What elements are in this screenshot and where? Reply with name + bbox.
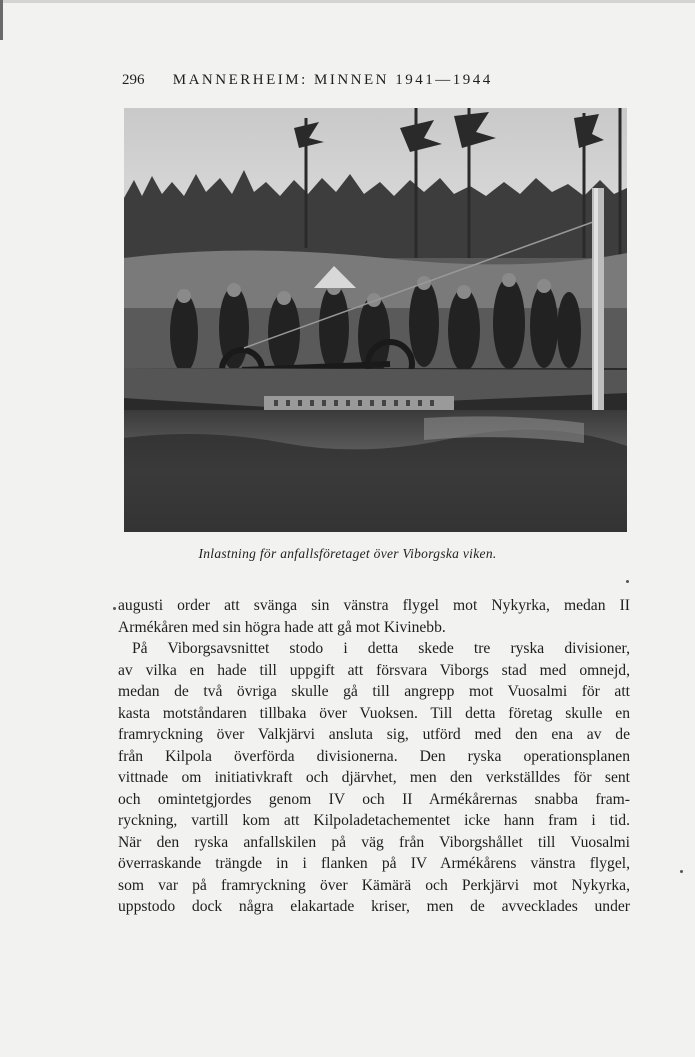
text-line: vittnade om initiativkraft och djärvhet, men den verkställdes för sent bbox=[118, 769, 630, 786]
text-line: augusti order att svänga sin vänstra flygel mot Nykyrka, medan II bbox=[118, 597, 630, 614]
text-line: som var på framryckning över Kämärä och Perkjärvi mot Nykyrka, bbox=[118, 876, 630, 894]
page-number: 296 bbox=[122, 72, 145, 88]
running-head bbox=[122, 72, 602, 89]
body-text bbox=[118, 595, 630, 918]
text-line: kasta motståndaren tillbaka över Vuoksen. Till detta företag skulle en bbox=[118, 704, 630, 722]
text-line: av vilka en hade till uppgift att försvara Viborgs stad med omnejd, bbox=[118, 661, 630, 679]
figure-caption: Inlastning för anfallsföretaget över Viborgska viken. bbox=[198, 546, 497, 561]
page-edge bbox=[0, 0, 695, 3]
text-line: Armékåren med sin högra hade att gå mot Kivinebb. bbox=[118, 618, 446, 636]
text-line: och omintetgjordes genom IV och II Armékårernas snabba fram- bbox=[118, 790, 630, 808]
text-line: medan de två övriga skulle gå till angrepp mot Vuosalmi för att bbox=[118, 683, 630, 700]
page-edge-left bbox=[0, 0, 3, 40]
text-line: ryckning, vartill kom att Kilpoladetachementet icke hann fram i tid. bbox=[118, 812, 630, 829]
speck bbox=[113, 607, 116, 610]
text-line: överraskande trängde in i flanken på IV Armékårens vänstra flygel, bbox=[118, 855, 630, 872]
text-line: På Viborgsavsnittet stodo i detta skede tre ryska divisioner, bbox=[132, 640, 630, 657]
speck bbox=[680, 870, 683, 873]
text-line: framryckning över Valkjärvi ansluta sig, utförd med den ena av de bbox=[118, 726, 630, 743]
speck bbox=[626, 580, 629, 583]
text-line: När den ryska anfallskilen på väg från Viborgshållet till Vuosalmi bbox=[118, 833, 630, 851]
photograph bbox=[124, 108, 627, 532]
text-line: från Kilpola överförda divisionerna. Den ryska operationsplanen bbox=[118, 747, 630, 765]
text-line: uppstodo dock några elakartade kriser, men de avvecklades under bbox=[118, 898, 630, 915]
book-title: MANNERHEIM: MINNEN 1941—1944 bbox=[172, 72, 493, 88]
